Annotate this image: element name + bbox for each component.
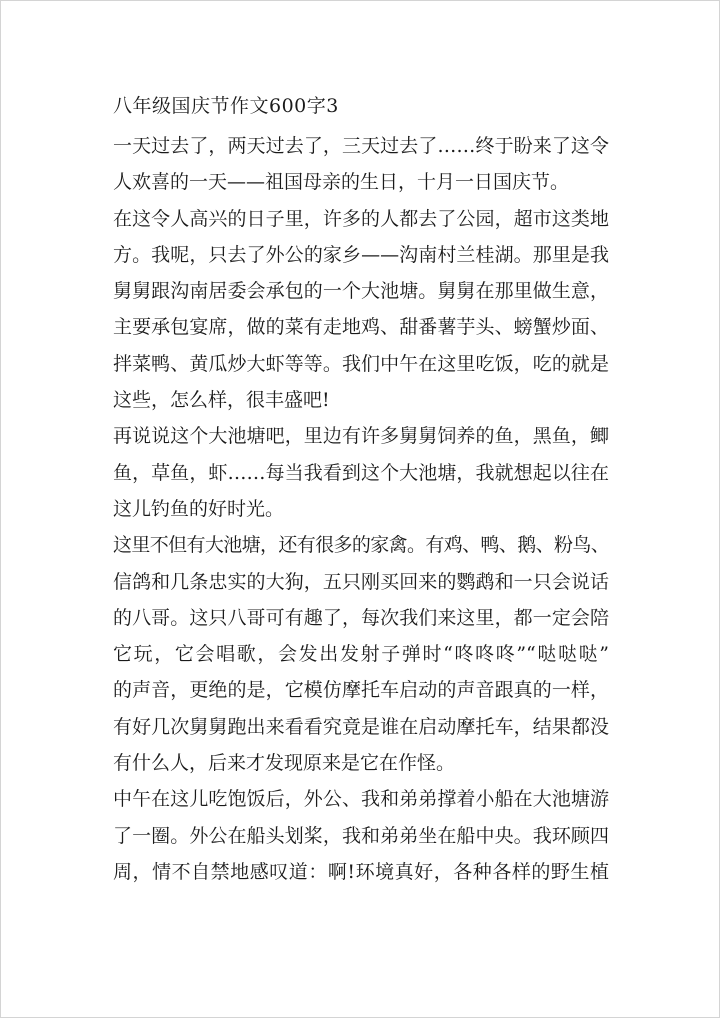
text-line: 舅舅跟沟南居委会承包的一个大池塘。舅舅在那里做生意， bbox=[113, 280, 609, 303]
text-line: 再说说这个大池塘吧，里边有许多舅舅饲养的鱼，黑鱼，鲫 bbox=[113, 425, 609, 448]
text-line: 在这令人高兴的日子里，许多的人都去了公园，超市这类地 bbox=[113, 207, 609, 230]
text-line: 这些，怎么样，很丰盛吧! bbox=[113, 389, 330, 412]
text-line: 这里不但有大池塘，还有很多的家禽。有鸡、鸭、鹅、粉鸟、 bbox=[113, 534, 609, 557]
text-line: 鱼，草鱼，虾……每当我看到这个大池塘，我就想起以往在 bbox=[113, 461, 609, 484]
text-line: 有什么人，后来才发现原来是它在作怪。 bbox=[113, 752, 456, 775]
text-line: 一天过去了，两天过去了，三天过去了……终于盼来了这令 bbox=[113, 135, 609, 157]
text-line: 的八哥。这只八哥可有趣了，每次我们来这里，都一定会陪 bbox=[113, 606, 609, 629]
text-line: 拌菜鸭、黄瓜炒大虾等等。我们中午在这里吃饭，吃的就是 bbox=[113, 352, 609, 375]
essay-body bbox=[113, 128, 609, 890]
text-line: 主要承包宴席，做的菜有走地鸡、甜番薯芋头、螃蟹炒面、 bbox=[113, 316, 609, 339]
text-line: 人欢喜的一天——祖国母亲的生日，十月一日国庆节。 bbox=[113, 171, 570, 194]
text-line: 周，情不自禁地感叹道：啊!环境真好，各种各样的野生植 bbox=[113, 860, 609, 883]
text-line: 的声音，更绝的是，它模仿摩托车启动的声音跟真的一样， bbox=[113, 679, 609, 702]
text-line: 了一圈。外公在船头划桨，我和弟弟坐在船中央。我环顾四 bbox=[113, 824, 609, 847]
text-line: 这儿钓鱼的好时光。 bbox=[113, 497, 285, 520]
text-line: 信鸽和几条忠实的大狗，五只刚买回来的鹦鹉和一只会说话 bbox=[113, 570, 609, 593]
document-title: 八年级国庆节作文600字3 bbox=[113, 95, 339, 117]
text-line: 有好几次舅舅跑出来看看究竟是谁在启动摩托车，结果都没 bbox=[113, 715, 609, 738]
text-line: 方。我呢，只去了外公的家乡——沟南村兰桂湖。那里是我 bbox=[113, 243, 609, 266]
text-line: 它玩，它会唱歌，会发出发射子弹时“咚咚咚”“哒哒哒” bbox=[113, 643, 609, 666]
text-line: 中午在这儿吃饱饭后，外公、我和弟弟撑着小船在大池塘游 bbox=[113, 788, 609, 811]
